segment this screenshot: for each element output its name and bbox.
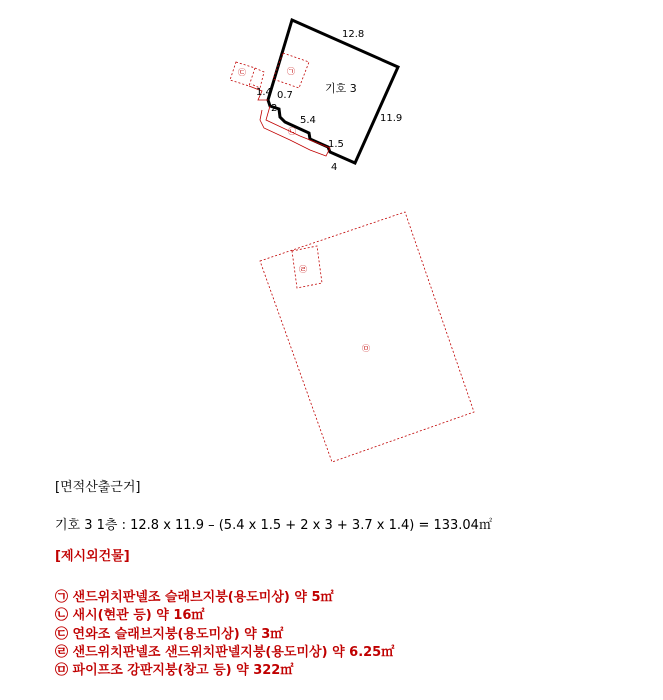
marker-b: [287, 126, 297, 136]
annex-d-outline: [292, 246, 322, 288]
dim-d5: 1.5: [328, 139, 344, 150]
excluded-item-3: ㉢ 연와조 슬래브지붕(용도미상) 약 3㎡: [55, 627, 284, 642]
calc-formula: 기호 3 1층 : 12.8 x 11.9 – (5.4 x 1.5 + 2 x 3 + 3.7 x 1.4) = 133.04㎡: [55, 518, 492, 533]
dim-d4: 5.4: [300, 115, 316, 126]
excluded-item-1: ㉠ 샌드위치판넬조 슬래브지붕(용도미상) 약 5㎡: [55, 590, 334, 605]
marker-e: [361, 343, 371, 353]
dim-d2: 0.7: [277, 90, 293, 101]
marker-c: [237, 67, 247, 77]
dim-bottom: 4: [331, 162, 338, 173]
excluded-item-4: ㉣ 샌드위치판넬조 샌드위치판넬지붕(용도미상) 약 6.25㎡: [55, 645, 395, 660]
building-label: 기호 3: [325, 82, 357, 95]
excluded-item-2: ㉡ 새시(현관 등) 약 16㎡: [55, 608, 205, 623]
marker-a: [286, 66, 296, 76]
marker-b-symbol: ㉡: [288, 127, 296, 136]
dim-top: 12.8: [342, 29, 365, 40]
dim-d3: 2: [271, 103, 278, 114]
dim-right: 11.9: [380, 113, 403, 124]
annex-outlines: [230, 53, 474, 462]
marker-d-symbol: ㉣: [299, 265, 307, 274]
excluded-item-5: ㉤ 파이프조 강판지붕(창고 등) 약 322㎡: [55, 663, 294, 678]
annex-strip-upper: [251, 68, 264, 88]
calc-header: [면적산출근거]: [55, 480, 141, 495]
annex-e-outline: [260, 212, 474, 462]
marker-d: [298, 264, 308, 274]
marker-c-symbol: ㉢: [238, 68, 246, 77]
excluded-header: [제시외건물]: [55, 549, 130, 564]
marker-a-symbol: ㉠: [287, 67, 295, 76]
marker-e-symbol: ㉤: [362, 344, 370, 353]
dim-d1: 1.4: [256, 87, 272, 98]
